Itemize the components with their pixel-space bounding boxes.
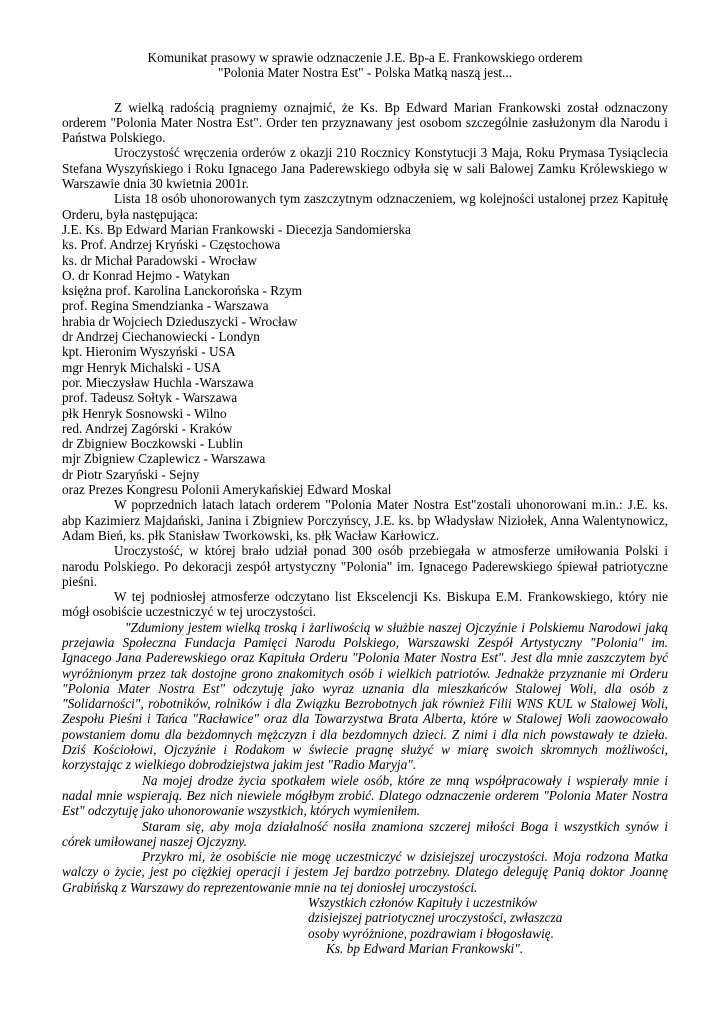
list-item: mgr Henryk Michalski - USA: [62, 359, 221, 375]
letter-paragraph-4: Przykro mi, że osobiście nie mogę uczestniczyć w dzisiejszej uroczystości. Moja rodzona Matka walczy o życie, jest po ciężkiej operacji i jestem Jej bardzo potrzebny. Dlatego deleguję Panią doktor Joannę Grabińską z Warszawy do reprezentowanie mnie na tej doniosłej uroczystości.: [62, 849, 668, 895]
letter-paragraph-3: Staram się, aby moja działalność nosiła znamiona szczerej miłości Boga i wszystkich synów i córek umiłowanej naszej Ojczyzny.: [62, 818, 668, 849]
letter-closing: [308, 895, 668, 956]
list-item: księżna prof. Karolina Lanckorońska - Rzym: [62, 283, 302, 299]
paragraph-announcement: Z wielką radością pragniemy oznajmić, że Ks. Bp Edward Marian Frankowski został odznaczony orderem "Polonia Mater Nostra Est". Order ten przyznawany jest osobom szczególnie zasłużonym dla Narodu i Państwa Polskiego.: [62, 99, 668, 146]
title-line-1: Komunikat prasowy w sprawie odznaczenie J.E. Bp-a E. Frankowskiego orderem: [147, 50, 583, 65]
press-release-document: [62, 50, 668, 956]
closing-line-1: Wszystkich członów Kapituły i uczestników: [308, 895, 537, 911]
paragraph-letter-intro: W tej podniosłej atmosferze odczytano list Ekscelencji Ks. Biskupa E.M. Frankowskiego, który nie mógł osobiście uczestniczyć w tej uroczystości.: [62, 589, 668, 620]
list-item: prof. Tadeusz Sołtyk - Warszawa: [62, 390, 238, 406]
list-item: J.E. Ks. Bp Edward Marian Frankowski - Diecezja Sandomierska: [62, 221, 411, 237]
list-item: ks. dr Michał Paradowski - Wrocław: [62, 252, 257, 268]
letter-paragraph-1: "Zdumiony jestem wielką troską i żarliwością w służbie naszej Ojczyźnie i Polskiemu Narodowi jaką przejawia Społeczna Fundacja Pamięci Narodu Polskiego, Warszawski Zespół Artystyczny "Polonia" im. Ignacego Jana Paderewskiego oraz Kapituła Orderu "Polonia Mater Nostra Est". Jest dla mnie zaszczytem być wyróżnionym przez tak dostojne grono znakomitych osób i wielkich patriotów. Jednakże przyznanie mi Orderu "Polonia Mater Nostra Est" odczytuję jako wyraz uznania dla mieszkańców Stalowej Woli, dla osób z "Solidarności", robotników, rolników i dla Związku Bezrobotnych jak również Filii WNS KUL w Stalowej Woli, Zespołu Pieśni i Tańca "Racławice" oraz dla Towarzystwa Brata Alberta, które w Stalowej Woli zaowocowało powstaniem domu dla bezdomnych mężczyzn i dla bezdomnych dzieci. Z nimi i dla nich powstawały te dzieła. Dziś Kościołowi, Ojczyźnie i Rodakom w świecie pragnę służyć w miarę swoich skromnych możliwości, korzystając z wielkiego dobrodziejstwa jakim jest "Radio Maryja".: [62, 619, 668, 773]
list-item: mjr Zbigniew Czaplewicz - Warszawa: [62, 451, 266, 467]
list-item: hrabia dr Wojciech Dzieduszycki - Wrocław: [62, 313, 298, 329]
bishop-letter: [62, 620, 668, 895]
list-item: por. Mieczysław Huchla -Warszawa: [62, 374, 254, 390]
paragraph-list-intro: Lista 18 osób uhonorowanych tym zaszczytnym odznaczeniem, wg kolejności ustalonej przez Kapitułę Orderu, była następująca:: [62, 191, 668, 222]
letter-paragraph-2: Na mojej drodze życia spotkałem wiele osób, które ze mną współpracowały i wspierały mnie i nadal mnie wspierają. Bez nich niewiele mógłbym zrobić. Dlatego odznaczenie orderem "Polonia Mater Nostra Est" odczytuję jako uhonorowanie wszystkich, których wymieniłem.: [62, 772, 668, 819]
list-item: dr Zbigniew Boczkowski - Lublin: [62, 436, 243, 452]
list-item: kpt. Hieronim Wyszyński - USA: [62, 344, 236, 360]
honorees-list: [62, 222, 668, 497]
list-item: red. Andrzej Zagórski - Kraków: [62, 420, 233, 436]
list-item: dr Piotr Szaryński - Sejny: [62, 466, 200, 482]
list-item: płk Henryk Sosnowski - Wilno: [62, 405, 227, 421]
list-item: oraz Prezes Kongresu Polonii Amerykańskiej Edward Moskal: [62, 482, 392, 498]
title-line-2: "Polonia Mater Nostra Est" - Polska Matką naszą jest...: [217, 65, 513, 81]
paragraph-previous-recipients: W poprzednich latach latach orderem "Polonia Mater Nostra Est"zostali uhonorowani m.in.: J.E. ks. abp Kazimierz Majdański, Janina i Zbigniew Porczyńscy, J.E. ks. bp Władysław Niziołek, Anna Walentynowicz, Adam Bień, ks. płk Stanisław Tworkowski, ks. płk Wacław Karłowicz.: [62, 497, 668, 543]
closing-line-2: dzisiejszej patriotycznej uroczystości, zwłaszcza: [308, 910, 563, 926]
document-title: [62, 50, 668, 81]
list-item: prof. Regina Smendzianka - Warszawa: [62, 298, 269, 314]
paragraph-atmosphere: Uroczystość, w której brało udział ponad 300 osób przebiegała w atmosferze umiłowania Polski i narodu Polskiego. Po dekoracji zespół artystyczny "Polonia" im. Ignacego Paderewskiego śpiewał patriotyczne pieśni.: [62, 543, 668, 589]
list-item: dr Andrzej Ciechanowiecki - Londyn: [62, 329, 260, 345]
list-item: ks. Prof. Andrzej Kryński - Częstochowa: [62, 237, 281, 253]
signature: Ks. bp Edward Marian Frankowski".: [326, 940, 524, 956]
paragraph-ceremony: Uroczystość wręczenia orderów z okazji 210 Rocznicy Konstytucji 3 Maja, Roku Prymasa Tysiąclecia Stefana Wyszyńskiego i Roku Ignacego Jana Paderewskiego odbyła się w sali Balowej Zamku Królewskiego w Warszawie dnia 30 kwietnia 2001r.: [62, 145, 668, 192]
closing-line-3: osoby wyróżnione, pozdrawiam i błogosławię.: [308, 925, 554, 941]
list-item: O. dr Konrad Hejmo - Watykan: [62, 267, 230, 283]
